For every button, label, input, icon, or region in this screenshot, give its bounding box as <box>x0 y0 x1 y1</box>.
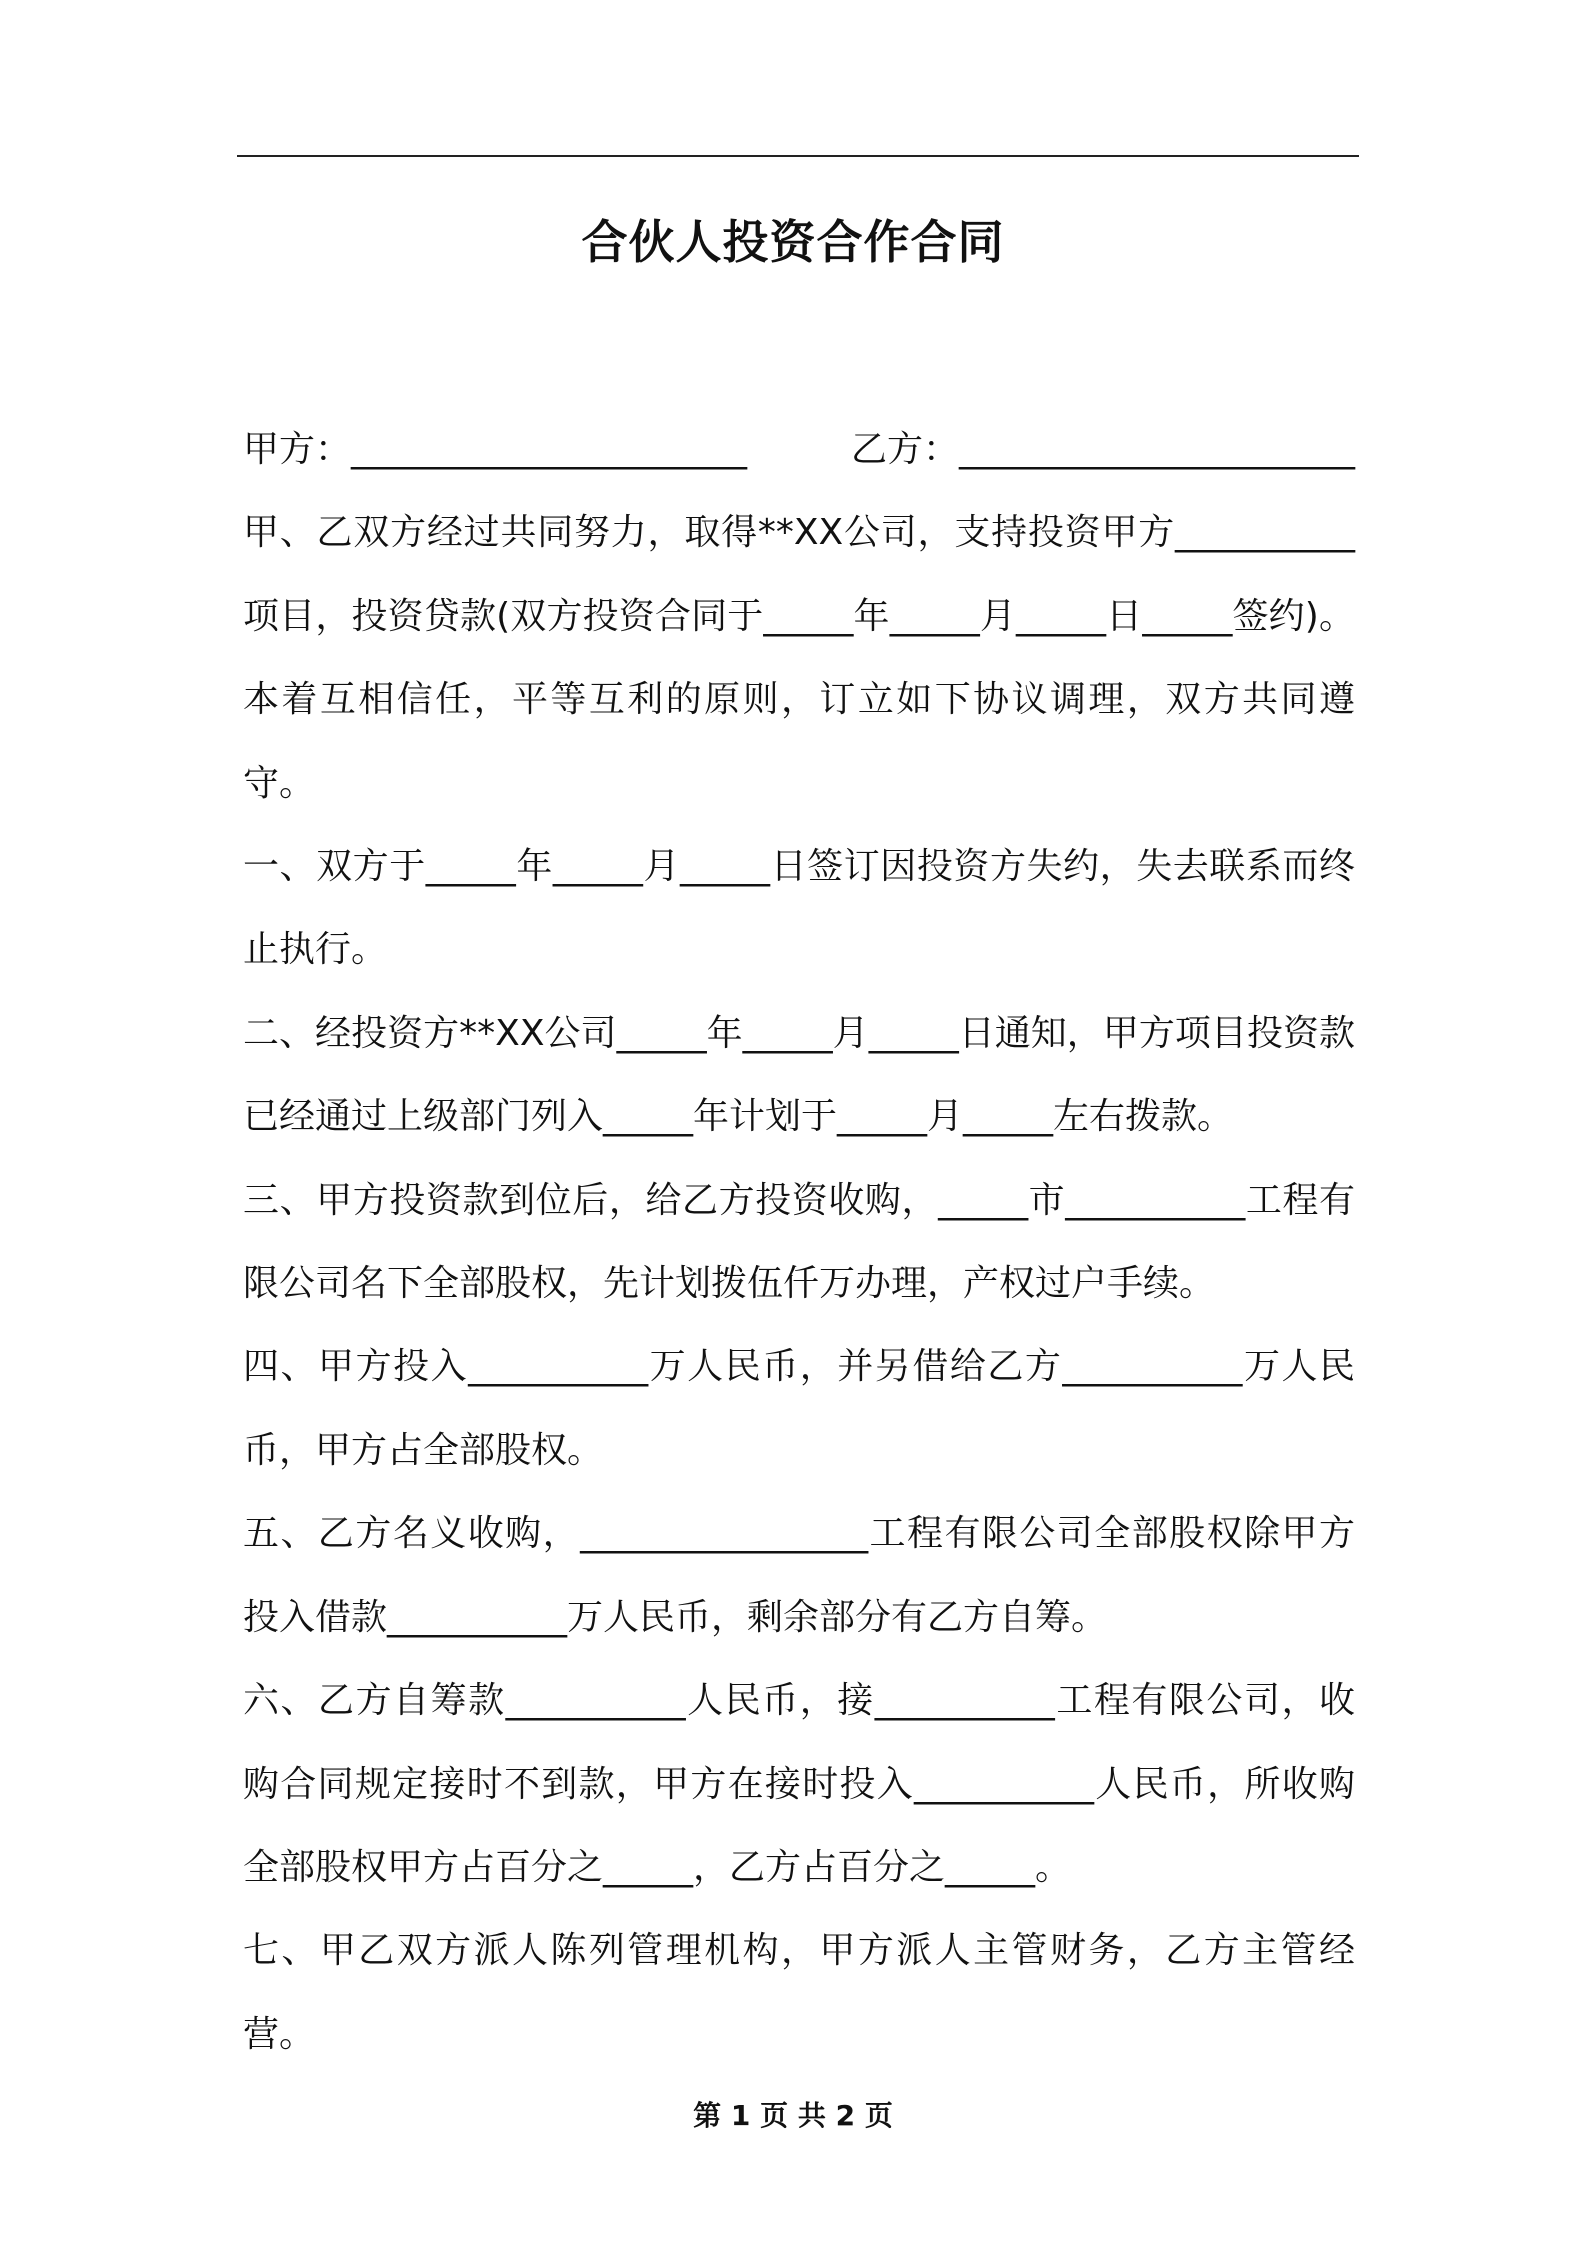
clause-3: 三、甲方投资款到位后，给乙方投资收购，_____市__________工程有限公司名下全部股权，先计划拨伍仟万办理，产权过户手续。 <box>243 1179 1355 1305</box>
clause-1: 一、双方于_____年_____月_____日签订因投资方失约，失去联系而终止执行。 <box>243 846 1355 971</box>
document-body <box>243 408 1355 2076</box>
clause-6: 六、乙方自筹款__________人民币，接__________工程有限公司，收购合同规定接时不到款，甲方在接时投入__________人民币，所收购全部股权甲方占百分之_____，乙方占百分之_____。 <box>243 1680 1355 1888</box>
clause-7: 七、甲乙双方派人陈列管理机构，甲方派人主管财务，乙方主管经营。 <box>243 1930 1355 2055</box>
preamble-paragraph: 甲、乙双方经过共同努力，取得**XX公司，支持投资甲方__________项目，投资贷款(双方投资合同于_____年_____月_____日_____签约)。本着互相信任，平等互利的原则，订立如下协议调理，双方共同遵守。 <box>243 512 1355 804</box>
party-a-field: 甲方：______________________ <box>243 429 748 470</box>
clause-4: 四、甲方投入__________万人民币，并另借给乙方__________万人民币，甲方占全部股权。 <box>243 1346 1355 1471</box>
header-rule <box>237 155 1359 157</box>
parties-line <box>243 408 1355 491</box>
party-b-field: 乙方：______________________ <box>850 429 1355 470</box>
document-title: 合伙人投资合作合同 <box>581 215 1005 269</box>
page-number: 第 1 页 共 2 页 <box>693 2099 893 2132</box>
clause-5: 五、乙方名义收购，________________工程有限公司全部股权除甲方投入借款__________万人民币，剩余部分有乙方自筹。 <box>243 1513 1355 1638</box>
clause-2: 二、经投资方**XX公司_____年_____月_____日通知，甲方项目投资款已经通过上级部门列入_____年计划于_____月_____左右拨款。 <box>243 1012 1355 1138</box>
